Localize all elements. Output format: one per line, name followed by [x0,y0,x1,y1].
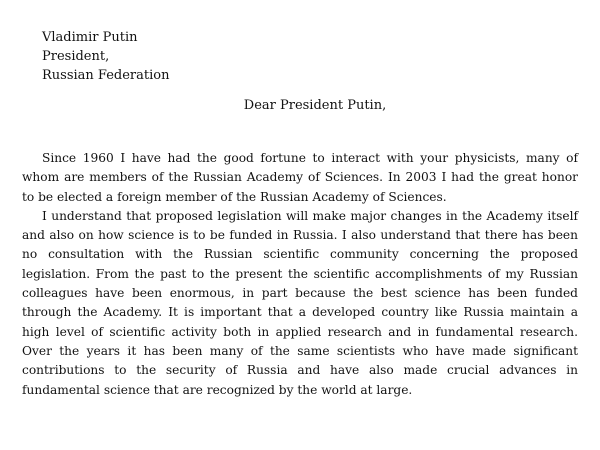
body-paragraph-1: Since 1960 I have had the good fortune to interact with your physicists, many of whom are members of the Russian Academy of Sciences. In 2003 I had the great honor to be elected a foreign member of the Russian Academy of Sciences. [22,151,578,204]
recipient-title: President, [42,49,110,64]
recipient-name: Vladimir Putin [42,30,138,45]
recipient-address-block [42,28,169,85]
letter-body [22,149,578,400]
body-paragraph-2: I understand that proposed legislation will make major changes in the Academy itself and also on how science is to be funded in Russia. I also understand that there has been no consultation with the Russian scientific community concerning the proposed legislation. From the past to the present the scientific accomplishments of my Russian colleagues have been enormous, in part because the best science has been funded through the Academy. It is important that a developed country like Russia maintain a high level of scientific activity both in applied research and in fundamental research. Over the years it has been many of the same scientists who have made significant contributions to the security of Russia and have also made crucial advances in fundamental science that are recognized by the world at large. [22,208,578,397]
recipient-country: Russian Federation [42,68,170,83]
salutation: Dear President Putin, [243,98,387,113]
